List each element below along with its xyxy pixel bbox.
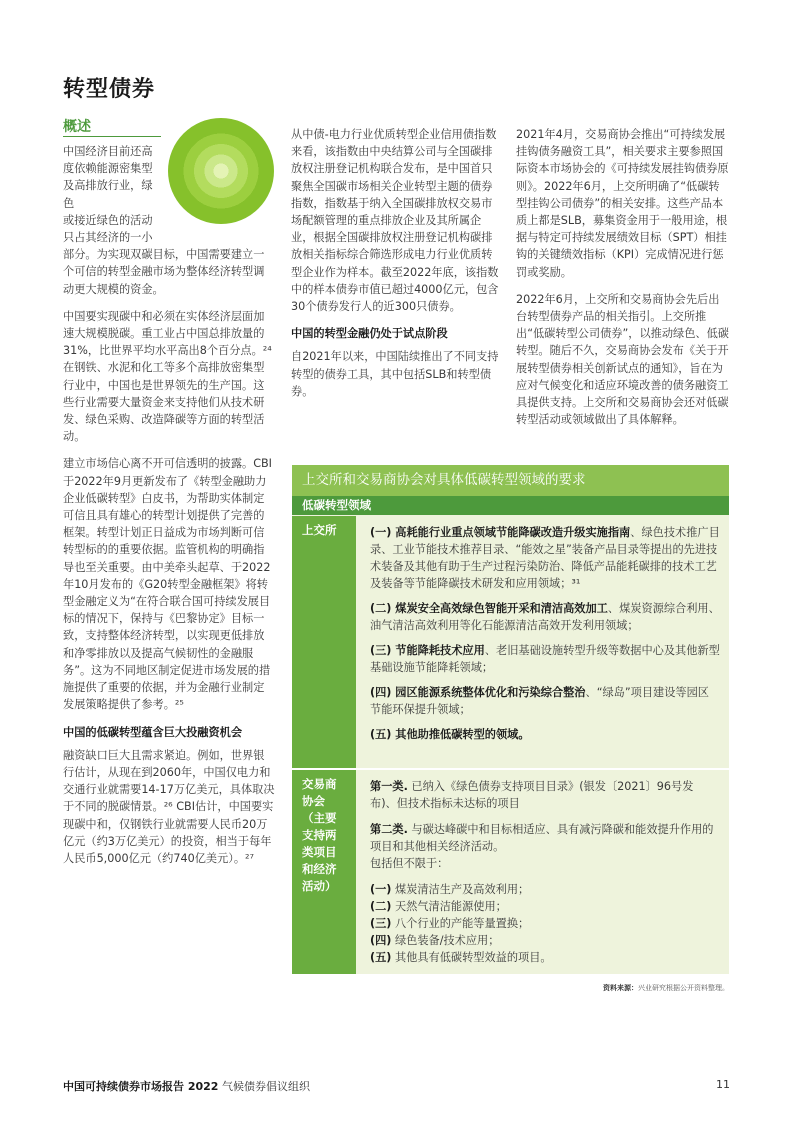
wrapped-paragraph-start: 中国经济目前还高 度依赖能源密集型 及高排放行业，绿色 或接近绿色的活动 只占其经济的一小	[63, 145, 153, 245]
sse-requirements	[370, 524, 720, 751]
paragraph: 部分。为实现双碳目标，中国需要建立一个可信的转型金融市场为整体经济转型调动更大规模的资金。	[63, 248, 265, 296]
list-item: (一) 高耗能行业重点领域节能降碳改造升级实施指南、绿色技术推广目录、工业节能技术推荐目录、“能效之星”装备产品目录等提出的先进技术装备及其他有助于生产过程污染防治、降低产品能耗碳排的技术工艺及装备等节能降碳技术研发和应用领域；³¹	[370, 526, 720, 590]
requirements-table-box	[292, 465, 729, 974]
list-item: (五) 其他助推低碳转型的领域。	[370, 728, 530, 741]
category-one: 第一类. 已纳入《绿色债券支持项目目录》(银发〔2021〕96号发布)、但技术指标未达标的项目	[370, 780, 694, 810]
paragraph: 2022年6月，上交所和交易商协会先后出台转型债券产品的相关指引。上交所推出“低碳转型公司债券”，以推动绿色、低碳转型。随后不久，交易商协会发布《关于开展转型债券相关创新试点的通知》，旨在为应对气候变化和适应环境改善的债务融资工具提供支持。上交所和交易商协会还对低碳转型活动或领域做出了具体解释。	[516, 292, 729, 427]
row-divider	[292, 768, 729, 770]
subheading: 中国的低碳转型蕴含巨大投融资机会	[63, 725, 243, 739]
sse-label: 上交所	[292, 516, 356, 768]
list-item: (二) 煤炭安全高效绿色智能开采和清洁高效加工、煤炭资源综合利用、油气清洁高效利用等化石能源清洁高效开发利用领域；	[370, 602, 720, 632]
category-two: 第二类. 与碳达峰碳中和目标相适应、具有减污降碳和能效提升作用的项目和其他相关经济活动。	[370, 823, 714, 853]
paragraph: 建立市场信心离不开可信透明的披露。CBI于2022年9月更新发布了《转型金融助力企业低碳转型》白皮书，为帮助实体制定可信且具有雄心的转型计划提供了完善的框架。转型计划正日益成为市场判断可信转型标的的重要依据。监管机构的明确指导也至关重要。由中美牵头起草、于2022年10月发布的《G20转型金融框架》将转型金融定义为“在符合联合国可持续发展目标的情况下，保持与《巴黎协定》目标一致，支持整体经济转型，以实现更低排放和净零排放以及提高气候韧性的金融服务”。这为不同地区制定促进市场发展的措施提供了重要的依据，并为金融行业制定发展策略提供了参考。²⁵	[63, 457, 272, 712]
column-left	[63, 143, 275, 877]
paragraph: 自2021年以来，中国陆续推出了不同支持转型的债券工具，其中包括SLB和转型债券。	[291, 350, 499, 398]
list-item: (三) 八个行业的产能等量置换；	[370, 917, 530, 930]
column-right	[516, 126, 730, 438]
footer-report-title: 中国可持续债券市场报告 2022 气候债券倡议组织	[63, 1080, 310, 1093]
paragraph: 2021年4月，交易商协会推出“可持续发展挂钩债务融资工具”，相关要求主要参照国际资本市场协会的《可持续发展挂钩债券原则》。2022年6月，上交所明确了“低碳转型挂钩公司债券”的相关安排。这些产品本质上都是SLB，募集资金用于一般用途，根据与特定可持续发展绩效目标（SPT）相挂钩的关键绩效指标（KPI）完成情况进行惩罚或奖励。	[516, 128, 729, 279]
category-two-intro: 包括但不限于：	[370, 857, 449, 870]
list-item: (二) 天然气清洁能源使用；	[370, 900, 507, 913]
section-rule	[63, 136, 161, 137]
paragraph: 从中债-电力行业优质转型企业信用债指数来看，该指数由中央结算公司与全国碳排放权注册登记机构联合发布，是中国首只聚焦全国碳市场相关企业转型主题的债券指数，指数基于纳入全国碳排放权交易市场配额管理的重点排放企业及其所属企业，根据全国碳排放权注册登记机构碳排放相关指标综合筛选形成电力行业优质转型企业作为样本。截至2022年底，该指数中的样本债券市值已超过4000亿元，包含30个债券发行人的近300只债券。	[291, 128, 499, 314]
source-note: 资料来源：兴业研究根据公开资料整理。	[603, 984, 729, 992]
paragraph: 融资缺口巨大且需求紧迫。例如，世界银行估计，从现在到2060年，中国仅电力和交通行业就需要14-17万亿美元，具体取决于不同的脱碳情景。²⁶ CBI估计，中国要实现碳中和，仅钢铁行业就需要人民币20万亿元（约3万亿美元）的投资，相当于每年人民币5,000亿元（约740亿美元）。²⁷	[63, 748, 275, 865]
list-item: (一) 煤炭清洁生产及高效利用；	[370, 883, 530, 896]
page-number: 11	[716, 1078, 730, 1091]
box-subheader: 低碳转型领域	[292, 496, 729, 515]
nafmii-label: 交易商 协会 （主要 支持两 类项目 和经济 活动）	[292, 770, 356, 974]
column-middle	[291, 126, 503, 410]
list-item: (三) 节能降耗技术应用、老旧基础设施转型升级等数据中心及其他新型基础设施节能降耗领域；	[370, 644, 720, 674]
list-item: (五) 其他具有低碳转型效益的项目。	[370, 951, 552, 964]
paragraph: 中国要实现碳中和必须在实体经济层面加速大规模脱碳。重工业占中国总排放量的31%，比世界平均水平高出8个百分点。²⁴ 在钢铁、水泥和化工等多个高排放密集型行业中，中国也是世界领先的生产国。这些行业需要大量资金来支持他们从技术研发、绿色采购、改造降碳等方面的转型活动。	[63, 309, 272, 444]
list-item: (四) 园区能源系统整体优化和污染综合整治、“绿岛”项目建设等园区节能环保提升领域；	[370, 686, 709, 716]
box-title: 上交所和交易商协会对具体低碳转型领域的要求	[292, 465, 729, 496]
nafmii-requirements	[370, 778, 720, 966]
section-title: 概述	[63, 119, 91, 135]
list-item: (四) 绿色装备/技术应用；	[370, 934, 500, 947]
subheading: 中国的转型金融仍处于试点阶段	[291, 327, 448, 341]
page-title: 转型债券	[63, 77, 156, 102]
